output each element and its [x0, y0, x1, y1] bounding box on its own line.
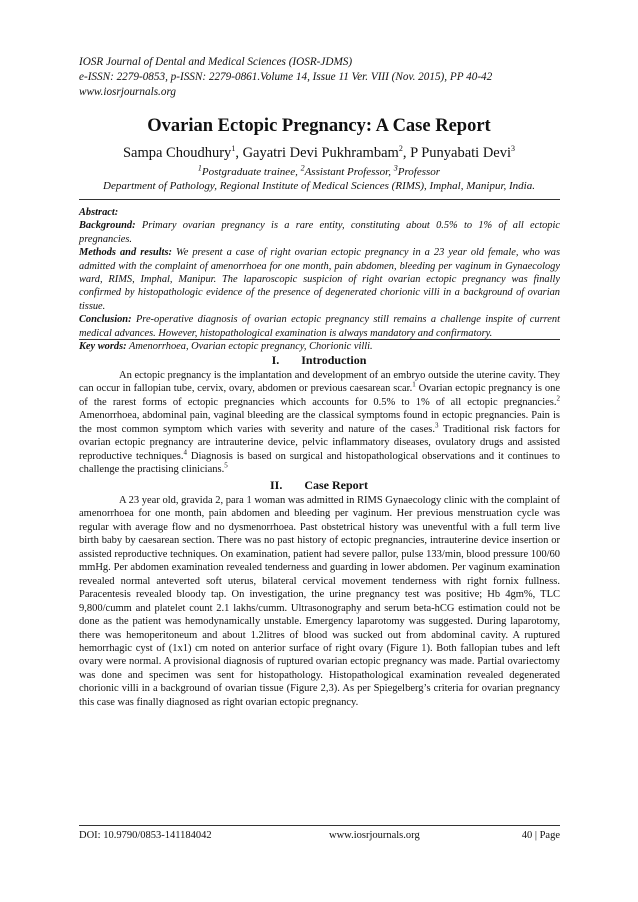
section-heading-introduction — [0, 353, 638, 368]
role-sup: 1 — [197, 163, 202, 173]
abstract-methods: Methods and results: We present a case of right ovarian ectopic pregnancy in a 23 year old female, who was admitted with the complaint of amenorrhoea for one month, pain abdomen, bleeding per vaginum in Gynaecology ward, RIMS, Imphal, Manipur. The laparoscopic suspicion of right ovarian ectopic pregnancy was finally confirmed by histopathologic evidence of the presence of degenerated chorionic villi in a background of ovarian tissue. — [79, 247, 560, 312]
role-text: Professor — [397, 166, 441, 178]
author-roles — [0, 163, 638, 178]
author-name: Sampa Choudhury — [122, 145, 232, 161]
section-title: Introduction — [301, 353, 367, 367]
abstract-keywords: Key words: Amenorrhoea, Ovarian ectopic pregnancy, Chorionic villi. — [79, 341, 373, 353]
section-number: I. — [271, 353, 280, 367]
abstract — [79, 206, 560, 353]
author-name: Gayatri Devi Pukhrambam — [242, 145, 399, 161]
role-sup: 2 — [300, 163, 305, 173]
section-heading-case-report — [0, 478, 638, 493]
role-sup: 3 — [393, 163, 398, 173]
introduction-paragraph: An ectopic pregnancy is the implantation and development of an embryo outside the uterine cavity. They can occur in fallopian tube, cervix, ovary, abdomen or previous caesarean scar.$^1$ Ovarian ectopic pregnancy is one of the rarest forms of ectopic pregnancies which accounts for 0.5% to 1% of all ectopic pregnancies.$^2$ Amenorrhoea, abdominal pain, vaginal bleeding are the classical symptoms found in ectopic pregnancies. Pain is the most common symptom which varies with severity and nature of the cases.$^3$ Traditional risk factors for ovarian ectopic pregnancy are intrauterine device, pelvic inflammatory diseases, ovulatory drugs and assisted reproductive techniques.$^4$ Diagnosis is based on surgical and histopathological observations and it continues to challenge the practising clinicians.$^5$ — [79, 370, 561, 476]
section-title: Case Report — [304, 478, 368, 492]
author-sup: 1 — [231, 144, 236, 154]
footer-doi: DOI: 10.9790/0853-141184042 — [79, 830, 212, 841]
paper-title: Ovarian Ectopic Pregnancy: A Case Report — [147, 116, 491, 136]
author-name: P Punyabati Devi — [410, 145, 512, 161]
section-number: II. — [270, 478, 283, 492]
abstract-conclusion: Conclusion: Pre-operative diagnosis of ovarian ectopic pregnancy still remains a challenge inspite of current medical advances. However, histopathological examination is always mandatory and confirmatory. — [79, 314, 560, 339]
role-text: Assistant Professor, — [304, 166, 394, 178]
footer-page-number: 40 | Page — [521, 830, 560, 841]
journal-name: IOSR Journal of Dental and Medical Sciences (IOSR-JDMS) — [79, 56, 353, 68]
introduction-body — [79, 369, 560, 477]
author-list: Sampa Choudhury$^1$, Gayatri Devi Pukhrambam$^2$, P Punyabati Devi$^3$ — [122, 144, 516, 161]
case-report-paragraph: A 23 year old, gravida 2, para 1 woman was admitted in RIMS Gynaecology clinic with the complaint of amenorrhoea for one month, pain abdomen and bleeding per vaginum. Her previous menstruation cycle was regular with average flow and no dysmenorrhoea. Past obstetrical history was uneventful with a full term live birth baby by caesarean section. There was no past history of ectopic pregnancies, intrauterine device insertion or assisted reproductive techniques. On examination, patient had severe pallor, pulse 133/min, blood pressure 100/60 mmHg. Per abdomen examination revealed tenderness and guarding in lower abdomen. Per vaginum examination revealed normal anteverted soft uterus, bilateral cervical movement tenderness with right fornix fullness. Paracentesis revealed bloody tap. On investigation, the urine pregnancy test was positive; Hb 4gm%, TLC 9,800/cumm and platelet count 2.1 lakhs/cumm. Ultrasonography and serum beta-hCG estimation could not be done as the patient was hemodynamically unstable. Emergency laparotomy was suggested. During laparotomy, there was hemoperitoneum and about 1.2litres of blood was sucked out from abdominal cavity. A ruptured hemorrhagic cyst of (1x1) cm noted on anterior surface of right ovary (Figure 1). Both fallopian tubes and left ovary were normal. A provisional diagnosis of ruptured ovarian ectopic pregnancy was made. Partial ovariectomy was done and specimen was sent for histopathology. Histopathological examination revealed degenerated chorionic villi in a background of ovarian tissue (Figure 2,3). As per Spiegelberg’s criteria for ovarian pregnancy this case was finally diagnosed as right ovarian ectopic pregnancy. — [79, 495, 560, 708]
role-text: Postgraduate trainee, — [201, 166, 301, 178]
case-report-body — [79, 494, 560, 709]
page-footer — [79, 825, 560, 844]
abstract-top-rule — [79, 199, 560, 200]
department: Department of Pathology, Regional Institute of Medical Sciences (RIMS), Imphal, Manipur, India. — [103, 180, 535, 192]
journal-issn: e-ISSN: 2279-0853, p-ISSN: 2279-0861.Volume 14, Issue 11 Ver. VIII (Nov. 2015), PP 40-42 — [79, 71, 493, 83]
author-sup: 2 — [398, 144, 403, 154]
journal-url[interactable]: www.iosrjournals.org — [79, 86, 176, 98]
abstract-heading: Abstract: — [79, 207, 119, 218]
footer-site[interactable]: www.iosrjournals.org — [329, 830, 420, 841]
author-sup: 3 — [511, 144, 516, 154]
journal-header — [79, 55, 569, 100]
abstract-background: Background: Primary ovarian pregnancy is a rare entity, constituting about 0.5% to 1% of all ectopic pregnancies. — [79, 220, 560, 245]
